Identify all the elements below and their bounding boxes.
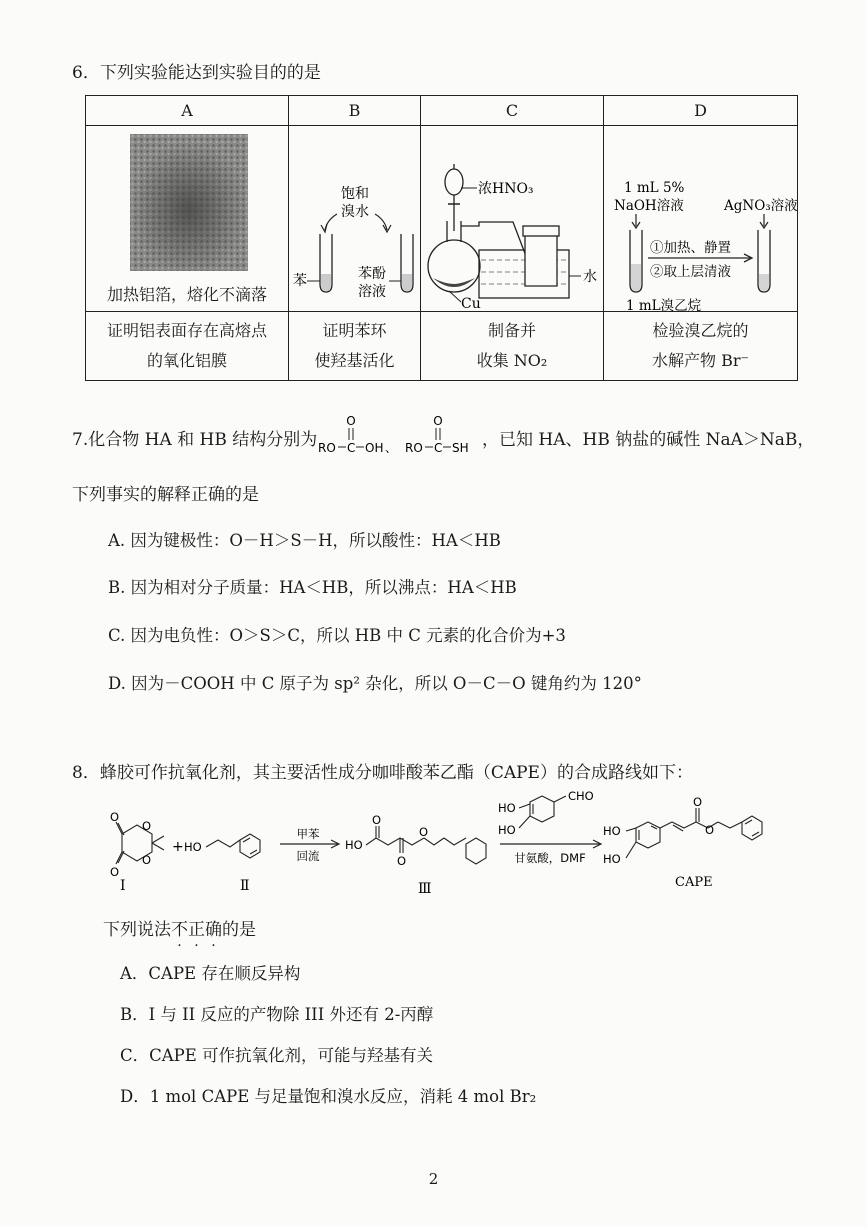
label-copper: Cu [461,296,481,311]
cape-o2: O [705,823,715,837]
label-step1: ①加热、静置 [650,240,731,256]
q8-stem: 8．蜂胶可作抗氧化剂，其主要活性成分咖啡酸苯乙酯（CAPE）的合成路线如下： [72,763,693,783]
svg-text:溶液: 溶液 [358,284,386,300]
label-compound-i: I [120,878,126,894]
cell-a-caption: 加热铝箔，熔化不滴落 [106,285,267,304]
plus-sign: + [172,839,184,855]
i-o-bottom: O [110,865,120,879]
purpose-b: 证明苯环 使羟基活化 [289,312,421,381]
q7-option-b: B. 因为相对分子质量：HA＜HB，所以沸点：HA＜HB [108,578,517,597]
label-naoh: NaOH溶液 [614,198,684,214]
q7-option-d: D. 因为－COOH 中 C 原子为 sp² 杂化，所以 O－C－O 键角约为 120° [108,674,642,693]
iii-o2: O [397,854,407,868]
label-benzene: 苯 [293,273,307,289]
q8-prompt: 下列说法不正确的是 [103,920,256,940]
s2-ro: RO [405,441,423,455]
purpose-a: 证明铝表面存在高熔点 的氧化铝膜 [86,312,289,381]
q7-stem-b: ，已知 HA、HB 钠盐的碱性 NaA＞NaB， [482,430,815,450]
s2-c: C [434,441,443,455]
reagent-cho: CHO [568,790,594,803]
i-o-ring-bottom: O [142,853,152,867]
bromine-water-diagram [289,126,421,311]
header-b: B [289,96,421,126]
purpose-d: 检验溴乙烷的 水解产物 Br⁻ [604,312,798,381]
emphasis-char-3: 确 [205,920,222,940]
q8-option-d: D．1 mol CAPE 与足量饱和溴水反应，消耗 4 mol Br₂ [120,1087,537,1106]
cond1-toluene: 甲苯 [296,827,320,841]
cell-c-image [421,126,604,312]
arrow-left [325,214,337,230]
iii-o3: O [419,825,429,839]
structure-separator: 、 [385,441,398,455]
q7-option-a: A. 因为键极性：O－H＞S－H，所以酸性：HA＜HB [108,531,501,550]
label-water: 水 [583,269,597,285]
label-compound-ii: Ⅱ [240,878,250,894]
cape-ho-2: HO [603,852,621,866]
iii-o1: O [372,813,382,827]
arrow-right [375,214,387,230]
q7-stem-c: 下列事实的解释正确的是 [72,485,259,505]
cond2-glycine-dmf: 甘氨酸，DMF [514,851,586,865]
bromoethane-test-diagram [604,126,798,311]
s1-c: C [347,441,356,455]
label-step2: ②取上层清液 [650,264,731,280]
page-number: 2 [428,1170,439,1188]
cond1-reflux: 回流 [296,849,320,863]
label-saturated: 饱和 [341,186,369,202]
iii-ho: HO [345,838,363,852]
header-a: A [86,96,289,126]
header-c: C [421,96,604,126]
i-o-top: O [110,810,120,824]
s1-oh: OH [365,441,384,455]
q8-option-b: B．I 与 II 反应的产物除 III 外还有 2-丙醇 [120,1005,434,1024]
ii-ho: HO [184,840,202,854]
label-compound-iii: Ⅲ [418,881,432,897]
dihydroxybenzaldehyde [519,796,566,828]
q7-stem-a: 7.化合物 HA 和 HB 结构分别为 [72,430,318,450]
s1-ro: RO [318,441,336,455]
label-conc-hno3: 浓HNO₃ [478,181,534,197]
label-phenol: 苯酚 [358,266,386,282]
label-agno3: AgNO₃溶液 [724,198,798,214]
label-cape: CAPE [675,875,713,890]
label-bromoethane: 1 mL溴乙烷 [626,298,702,311]
separatory-funnel [445,169,463,195]
compound-i [116,822,164,864]
s2-sh: SH [452,441,469,455]
reagent-ho-1: HO [498,801,516,815]
q7-structures [318,410,488,458]
cell-a-image [86,126,289,312]
q6-stem: 6．下列实验能达到实验目的的是 [72,63,321,83]
header-d: D [604,96,798,126]
no2-apparatus-diagram [421,126,604,311]
cape-o1: O [693,795,703,809]
reagent-ho-2: HO [498,823,516,837]
i-o-ring-top: O [142,819,152,833]
delivery-tube [461,222,533,264]
q8-option-a: A．CAPE 存在顺反异构 [120,964,301,983]
label-bromine-water: 溴水 [341,204,369,220]
q7-option-c: C. 因为电负性：O＞S＞C，所以 HB 中 C 元素的化合价为+3 [108,626,566,645]
s1-o: O [346,414,356,428]
emphasis-char-2: 正 [188,920,205,940]
cell-d-image [604,126,798,312]
cape-structure [626,808,762,858]
cape-synthesis-route [100,790,800,905]
cell-b-image [289,126,421,312]
s2-o: O [433,414,443,428]
emphasis-char-1: 不 [171,920,188,940]
q8-option-c: C．CAPE 可作抗氧化剂，可能与羟基有关 [120,1046,434,1065]
experiment-table [85,95,798,381]
purpose-c: 制备并 收集 NO₂ [421,312,604,381]
label-1ml-5pct: 1 mL 5% [624,180,685,196]
cape-ho-1: HO [603,824,621,838]
compound-ii [206,834,260,858]
